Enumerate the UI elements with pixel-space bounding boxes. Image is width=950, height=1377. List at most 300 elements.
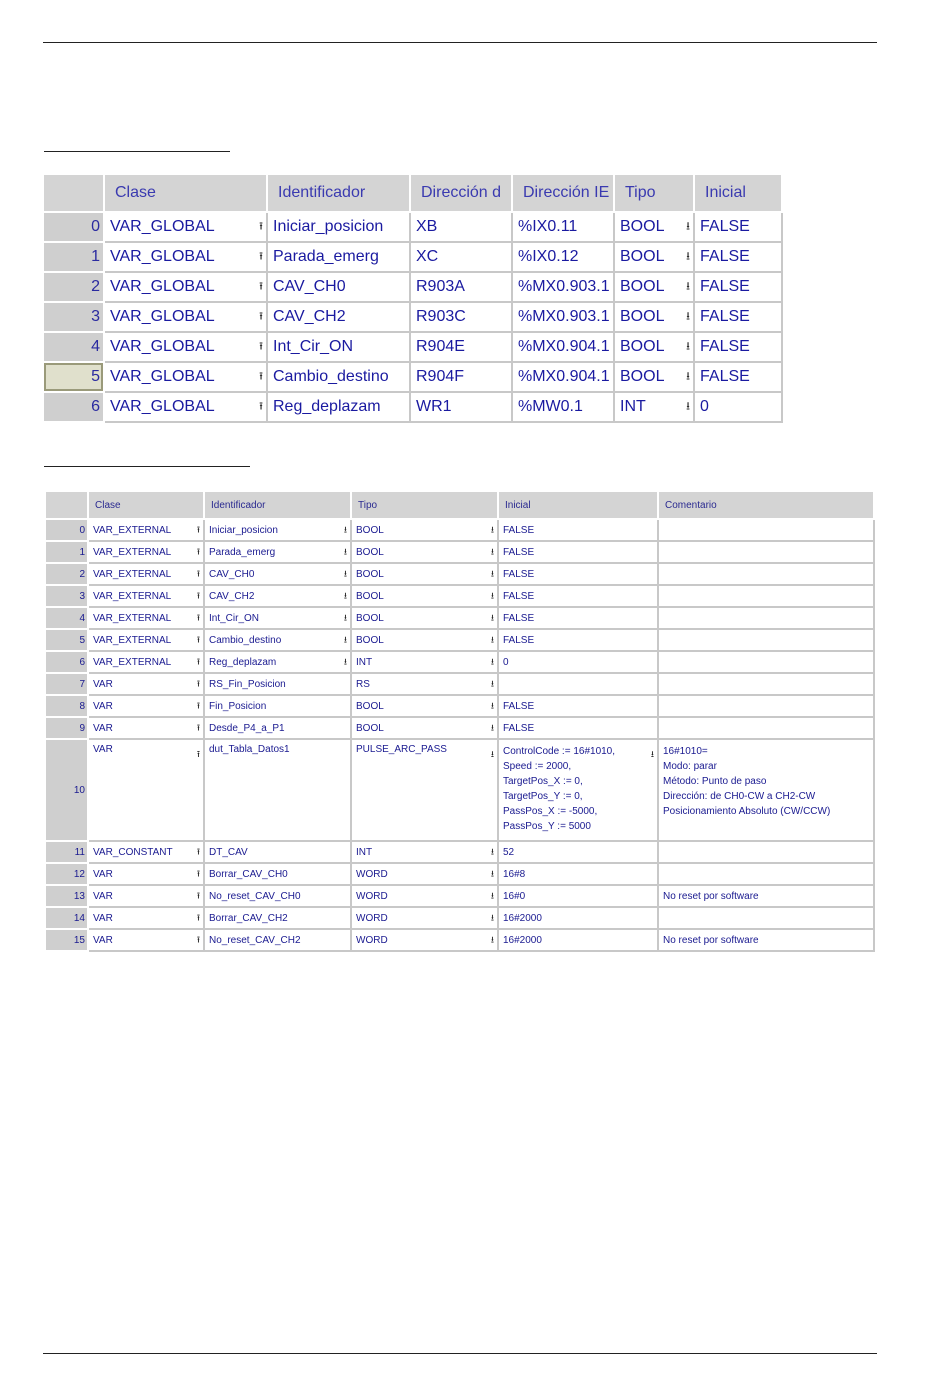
direccion-cell[interactable]: XC [410,242,512,272]
up-down-arrow-icon[interactable]: ⭱ [196,546,200,557]
table-row[interactable] [46,717,874,739]
inicial-cell[interactable]: FALSE [694,212,782,242]
clase-cell[interactable] [104,362,267,392]
table-row[interactable] [46,863,874,885]
identificador-value: CAV_CH0 [209,568,255,580]
tipo-cell[interactable] [614,242,694,272]
page-top-rule [43,42,877,43]
table-row[interactable] [44,392,782,422]
column-header-identificador[interactable]: Identificador [267,175,410,212]
up-down-arrow-icon[interactable]: ⭱ [259,310,263,323]
table-row[interactable] [46,541,874,563]
tipo-cell[interactable] [351,739,498,841]
tipo-cell[interactable] [614,302,694,332]
identificador-cell[interactable] [204,929,351,951]
tipo-cell[interactable] [351,673,498,695]
comentario-value: 16#1010= Modo: parar Método: Punto de paso Dirección: de CH0-CW a CH2-CW Posicionamiento Absoluto (CW/CCW) [663,746,831,817]
tipo-value: WORD [356,868,388,880]
down-arrow-icon[interactable]: ⭳ [686,280,690,293]
inicial-cell[interactable] [498,841,658,863]
row-number[interactable]: 5 [44,362,104,392]
down-arrow-icon[interactable]: ⭳ [686,220,690,233]
inicial-cell[interactable]: FALSE [694,362,782,392]
comentario-cell[interactable] [658,629,874,651]
inicial-value: FALSE [503,634,535,646]
comentario-cell[interactable] [658,541,874,563]
clase-cell[interactable] [88,907,204,929]
comentario-value: No reset por software [663,934,759,946]
inicial-value: ControlCode := 16#1010, Speed := 2000, TargetPos_X := 0, TargetPos_Y := 0, PassPos_X := -5000, PassPos_Y := 5000 [503,746,616,832]
row-number[interactable]: 9 [46,717,88,739]
up-down-arrow-icon[interactable]: ⭱ [259,280,263,293]
tipo-value: PULSE_ARC_PASS [356,744,447,755]
table-row[interactable] [46,907,874,929]
down-arrow-icon[interactable]: ⭳ [343,524,347,535]
table-row[interactable] [46,739,874,841]
tipo-cell[interactable] [351,651,498,673]
clase-value: VAR_EXTERNAL [93,634,172,646]
up-down-arrow-icon[interactable]: ⭱ [259,220,263,233]
direccion-iec-cell[interactable]: %MX0.903.1 [512,272,614,302]
inicial-cell[interactable] [498,673,658,695]
tipo-value: BOOL [356,546,384,558]
inicial-cell[interactable] [498,629,658,651]
tipo-cell[interactable] [614,362,694,392]
tipo-cell[interactable] [351,563,498,585]
down-arrow-icon[interactable]: ⭳ [490,612,494,623]
row-number[interactable]: 6 [46,651,88,673]
down-arrow-icon[interactable]: ⭳ [686,400,690,413]
up-down-arrow-icon[interactable]: ⭱ [196,868,200,879]
direccion-iec-cell[interactable]: %MX0.903.1 [512,302,614,332]
direccion-iec-cell[interactable]: %MX0.904.1 [512,332,614,362]
tipo-value: BOOL [620,368,665,385]
comentario-cell[interactable] [658,585,874,607]
identificador-value: Borrar_CAV_CH2 [209,912,288,924]
clase-cell[interactable] [88,717,204,739]
identificador-cell[interactable] [204,739,351,841]
tipo-cell[interactable] [351,885,498,907]
inicial-cell[interactable] [498,541,658,563]
inicial-cell[interactable]: FALSE [694,242,782,272]
identificador-value: No_reset_CAV_CH2 [209,934,301,946]
row-number[interactable]: 13 [46,885,88,907]
inicial-value: FALSE [503,590,535,602]
row-number[interactable]: 4 [46,607,88,629]
column-header-clase[interactable]: Clase [88,492,204,519]
identificador-cell[interactable] [204,541,351,563]
inicial-cell[interactable] [498,929,658,951]
tipo-value: WORD [356,912,388,924]
row-number[interactable]: 5 [46,629,88,651]
down-arrow-icon[interactable]: ⭳ [490,568,494,579]
down-arrow-icon[interactable]: ⭳ [490,656,494,667]
column-header-inicial[interactable]: Inicial [694,175,782,212]
tipo-value: BOOL [356,634,384,646]
identificador-value: dut_Tabla_Datos1 [209,744,290,755]
clase-cell[interactable] [104,212,267,242]
comentario-cell[interactable] [658,885,874,907]
clase-value: VAR_GLOBAL [110,338,215,355]
tipo-value: BOOL [620,338,665,355]
down-arrow-icon[interactable]: ⭳ [686,250,690,263]
table-row[interactable] [46,841,874,863]
inicial-value: 16#8 [503,868,526,880]
clase-cell[interactable] [88,629,204,651]
clase-cell[interactable] [88,651,204,673]
clase-cell[interactable] [104,272,267,302]
table-row[interactable] [46,519,874,541]
inicial-cell[interactable]: FALSE [694,332,782,362]
row-number[interactable]: 2 [44,272,104,302]
down-arrow-icon[interactable]: ⭳ [343,634,347,645]
tipo-cell[interactable] [351,907,498,929]
inicial-value: 16#2000 [503,934,542,946]
row-number[interactable]: 4 [44,332,104,362]
table-row[interactable] [44,272,782,302]
identificador-cell[interactable]: Int_Cir_ON [267,332,410,362]
row-number[interactable]: 2 [46,563,88,585]
comentario-cell[interactable] [658,739,874,841]
clase-cell[interactable] [88,541,204,563]
comentario-cell[interactable] [658,519,874,541]
table-header-row [46,492,874,519]
clase-value: VAR [93,722,113,734]
table-row[interactable] [46,695,874,717]
up-down-arrow-icon[interactable]: ⭱ [196,656,200,667]
identificador-cell[interactable]: CAV_CH0 [267,272,410,302]
table-row[interactable] [46,651,874,673]
identificador-value: Desde_P4_a_P1 [209,722,285,734]
clase-cell[interactable] [104,332,267,362]
direccion-iec-cell[interactable]: %MX0.904.1 [512,362,614,392]
column-header-direccion[interactable]: Dirección d [410,175,512,212]
clase-value: VAR [93,934,113,946]
row-number[interactable]: 3 [46,585,88,607]
clase-cell[interactable] [88,585,204,607]
tipo-cell[interactable] [614,212,694,242]
tipo-value: RS [356,678,370,690]
tipo-cell[interactable] [614,332,694,362]
down-arrow-icon[interactable]: ⭳ [490,634,494,645]
up-down-arrow-icon[interactable]: ⭱ [196,700,200,711]
identificador-cell[interactable] [204,717,351,739]
clase-value: VAR_GLOBAL [110,398,215,415]
clase-value: VAR [93,700,113,712]
inicial-value: 16#2000 [503,912,542,924]
clase-value: VAR_EXTERNAL [93,546,172,558]
identificador-cell[interactable] [204,863,351,885]
inicial-value: FALSE [503,546,535,558]
row-number[interactable]: 3 [44,302,104,332]
clase-cell[interactable] [88,519,204,541]
up-down-arrow-icon[interactable]: ⭱ [196,524,200,535]
down-arrow-icon[interactable]: ⭳ [490,890,494,901]
identificador-cell[interactable] [204,885,351,907]
clase-cell[interactable] [88,607,204,629]
comentario-cell[interactable] [658,717,874,739]
tipo-cell[interactable] [614,392,694,422]
identificador-value: RS_Fin_Posicion [209,678,286,690]
direccion-cell[interactable]: R903A [410,272,512,302]
identificador-value: Parada_emerg [209,546,276,558]
clase-cell[interactable] [88,739,204,841]
inicial-cell[interactable] [498,907,658,929]
up-down-arrow-icon[interactable]: ⭱ [259,250,263,263]
row-number[interactable]: 1 [44,242,104,272]
identificador-cell[interactable] [204,585,351,607]
identificador-cell[interactable] [204,651,351,673]
up-down-arrow-icon[interactable]: ⭱ [259,400,263,413]
clase-cell[interactable] [88,563,204,585]
table-row[interactable] [44,242,782,272]
identificador-cell[interactable]: CAV_CH2 [267,302,410,332]
up-down-arrow-icon[interactable]: ⭱ [196,749,200,759]
down-arrow-icon[interactable]: ⭳ [490,546,494,557]
table-row[interactable] [44,302,782,332]
tipo-value: BOOL [620,218,665,235]
identificador-cell[interactable] [204,563,351,585]
column-header-clase[interactable]: Clase [104,175,267,212]
up-down-arrow-icon[interactable]: ⭱ [259,340,263,353]
up-down-arrow-icon[interactable]: ⭱ [196,612,200,623]
inicial-value: 16#0 [503,890,526,902]
down-arrow-icon[interactable]: ⭳ [490,524,494,535]
up-down-arrow-icon[interactable]: ⭱ [196,590,200,601]
comentario-cell[interactable] [658,563,874,585]
table-row[interactable] [44,362,782,392]
clase-cell[interactable] [88,695,204,717]
clase-cell[interactable] [88,929,204,951]
down-arrow-icon[interactable]: ⭳ [343,546,347,557]
inicial-cell[interactable] [498,863,658,885]
identificador-value: Int_Cir_ON [209,612,260,624]
identificador-value: DT_CAV [209,846,248,858]
tipo-cell[interactable] [351,863,498,885]
tipo-cell[interactable] [351,717,498,739]
direccion-iec-cell[interactable]: %MW0.1 [512,392,614,422]
tipo-value: INT [620,398,646,415]
column-header-tipo[interactable]: Tipo [351,492,498,519]
tipo-value: BOOL [356,722,384,734]
table-row[interactable] [46,885,874,907]
down-arrow-icon[interactable]: ⭳ [343,612,347,623]
down-arrow-icon[interactable]: ⭳ [490,722,494,733]
clase-cell[interactable] [88,841,204,863]
up-down-arrow-icon[interactable]: ⭱ [196,912,200,923]
table-header-row [44,175,782,212]
comentario-cell[interactable] [658,695,874,717]
identificador-value: No_reset_CAV_CH0 [209,890,301,902]
local-variables-table [46,492,875,952]
tipo-value: BOOL [620,248,665,265]
inicial-cell[interactable]: FALSE [694,302,782,332]
inicial-cell[interactable]: 0 [694,392,782,422]
up-down-arrow-icon[interactable]: ⭱ [196,678,200,689]
row-number[interactable]: 0 [44,212,104,242]
tipo-value: BOOL [356,612,384,624]
tipo-cell[interactable] [351,695,498,717]
column-header-inicial[interactable]: Inicial [498,492,658,519]
inicial-cell[interactable] [498,563,658,585]
down-arrow-icon[interactable]: ⭳ [490,590,494,601]
tipo-cell[interactable] [351,541,498,563]
comentario-cell[interactable] [658,907,874,929]
row-number[interactable]: 1 [46,541,88,563]
comentario-cell[interactable] [658,607,874,629]
clase-cell[interactable] [88,885,204,907]
up-down-arrow-icon[interactable]: ⭱ [196,934,200,945]
up-down-arrow-icon[interactable]: ⭱ [196,722,200,733]
tipo-cell[interactable] [351,519,498,541]
up-down-arrow-icon[interactable]: ⭱ [196,890,200,901]
comentario-cell[interactable] [658,651,874,673]
inicial-cell[interactable] [498,519,658,541]
clase-cell[interactable] [88,673,204,695]
up-down-arrow-icon[interactable]: ⭱ [196,846,200,857]
row-number[interactable]: 7 [46,673,88,695]
row-number[interactable]: 8 [46,695,88,717]
clase-cell[interactable] [104,302,267,332]
inicial-cell[interactable] [498,885,658,907]
inicial-cell[interactable] [498,585,658,607]
column-header-comentario[interactable]: Comentario [658,492,874,519]
identificador-cell[interactable]: Iniciar_posicion [267,212,410,242]
column-header-tipo[interactable]: Tipo [614,175,694,212]
down-arrow-icon[interactable]: ⭳ [343,590,347,601]
row-number[interactable]: 10 [46,739,88,841]
table-row[interactable] [46,673,874,695]
comentario-cell[interactable] [658,673,874,695]
identificador-value: Borrar_CAV_CH0 [209,868,288,880]
down-arrow-icon[interactable]: ⭳ [490,749,494,759]
table-row[interactable] [44,332,782,362]
clase-cell[interactable] [104,392,267,422]
row-number[interactable]: 15 [46,929,88,951]
identificador-value: Cambio_destino [209,634,282,646]
inicial-cell[interactable] [498,651,658,673]
tipo-cell[interactable] [351,607,498,629]
column-header-direccion-iec[interactable]: Dirección IE [512,175,614,212]
tipo-cell[interactable] [351,841,498,863]
identificador-cell[interactable]: Reg_deplazam [267,392,410,422]
comentario-cell[interactable] [658,863,874,885]
inicial-cell[interactable] [498,739,658,841]
table-row[interactable] [46,929,874,951]
clase-value: VAR [93,912,113,924]
inicial-value: FALSE [503,612,535,624]
row-number[interactable]: 12 [46,863,88,885]
inicial-cell[interactable]: FALSE [694,272,782,302]
inicial-cell[interactable] [498,695,658,717]
identificador-cell[interactable]: Parada_emerg [267,242,410,272]
down-arrow-icon[interactable]: ⭳ [490,846,494,857]
up-down-arrow-icon[interactable]: ⭱ [259,370,263,383]
identificador-cell[interactable]: Cambio_destino [267,362,410,392]
comentario-value: No reset por software [663,890,759,902]
table-row[interactable] [46,563,874,585]
identificador-cell[interactable] [204,907,351,929]
clase-value: VAR_EXTERNAL [93,524,172,536]
clase-value: VAR_EXTERNAL [93,656,172,668]
clase-value: VAR_GLOBAL [110,278,215,295]
clase-value: VAR_GLOBAL [110,218,215,235]
identificador-cell[interactable] [204,841,351,863]
inicial-cell[interactable] [498,717,658,739]
up-down-arrow-icon[interactable]: ⭱ [196,634,200,645]
row-number[interactable]: 6 [44,392,104,422]
direccion-iec-cell[interactable]: %IX0.11 [512,212,614,242]
clase-value: VAR [93,868,113,880]
tipo-value: BOOL [356,568,384,580]
table-row[interactable] [44,212,782,242]
clase-value: VAR_GLOBAL [110,248,215,265]
row-number[interactable]: 11 [46,841,88,863]
down-arrow-icon[interactable]: ⭳ [343,568,347,579]
inicial-cell[interactable] [498,607,658,629]
down-arrow-icon[interactable]: ⭳ [490,868,494,879]
row-number[interactable]: 0 [46,519,88,541]
tipo-value: BOOL [356,524,384,536]
identificador-value: Reg_deplazam [209,656,277,668]
identificador-cell[interactable] [204,673,351,695]
down-arrow-icon[interactable]: ⭳ [686,340,690,353]
up-down-arrow-icon[interactable]: ⭱ [196,568,200,579]
inicial-value: FALSE [503,700,535,712]
down-arrow-icon[interactable]: ⭳ [650,749,654,759]
tipo-cell[interactable] [351,629,498,651]
clase-value: VAR_EXTERNAL [93,568,172,580]
table-row[interactable] [46,629,874,651]
identificador-cell[interactable] [204,519,351,541]
identificador-value: Iniciar_posicion [209,524,278,536]
tipo-cell[interactable] [351,585,498,607]
down-arrow-icon[interactable]: ⭳ [686,370,690,383]
clase-value: VAR [93,678,113,690]
comentario-cell[interactable] [658,841,874,863]
down-arrow-icon[interactable]: ⭳ [343,656,347,667]
table-row[interactable] [46,585,874,607]
page-bottom-rule [43,1353,877,1354]
clase-cell[interactable] [88,863,204,885]
direccion-cell[interactable]: R904F [410,362,512,392]
section-1-underline [44,151,230,152]
identificador-cell[interactable] [204,607,351,629]
row-number[interactable]: 14 [46,907,88,929]
clase-cell[interactable] [104,242,267,272]
down-arrow-icon[interactable]: ⭳ [490,678,494,689]
direccion-cell[interactable]: WR1 [410,392,512,422]
down-arrow-icon[interactable]: ⭳ [490,934,494,945]
column-header-identificador[interactable]: Identificador [204,492,351,519]
down-arrow-icon[interactable]: ⭳ [490,912,494,923]
identificador-cell[interactable] [204,695,351,717]
down-arrow-icon[interactable]: ⭳ [686,310,690,323]
identificador-cell[interactable] [204,629,351,651]
down-arrow-icon[interactable]: ⭳ [490,700,494,711]
direccion-cell[interactable]: XB [410,212,512,242]
inicial-value: FALSE [503,722,535,734]
direccion-cell[interactable]: R904E [410,332,512,362]
tipo-cell[interactable] [614,272,694,302]
tipo-value: BOOL [620,308,665,325]
comentario-cell[interactable] [658,929,874,951]
direccion-cell[interactable]: R903C [410,302,512,332]
table-row[interactable] [46,607,874,629]
direccion-iec-cell[interactable]: %IX0.12 [512,242,614,272]
identificador-value: CAV_CH2 [209,590,255,602]
tipo-cell[interactable] [351,929,498,951]
